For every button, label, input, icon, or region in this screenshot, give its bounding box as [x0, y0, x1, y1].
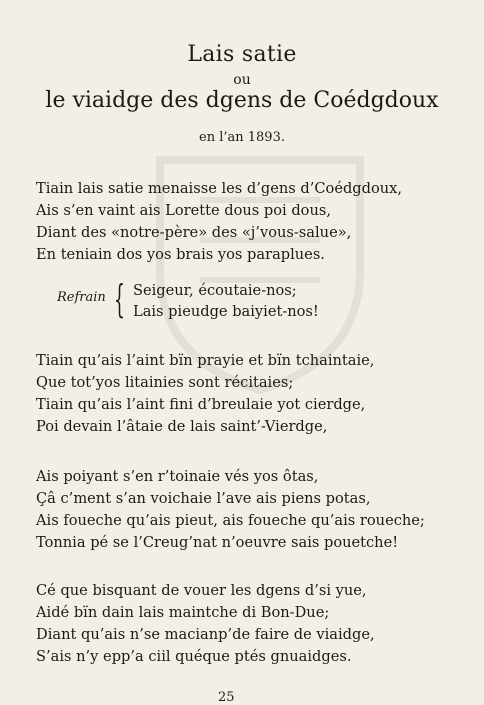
refrain-line: Lais pieudge baiyiet-nos!	[133, 303, 319, 320]
refrain-label: Refrain	[57, 290, 106, 305]
stanza-1	[36, 178, 466, 266]
verse-line: Que tot’yos litainies sont récitaies;	[36, 374, 294, 391]
verse-line: Tonnia pé se l’Creug’nat n’oeuvre sais pouetche!	[36, 534, 399, 551]
refrain-brace: {	[114, 277, 125, 321]
page-number: 25	[218, 690, 235, 705]
verse-line: En teniain dos yos brais yos paraplues.	[36, 246, 325, 263]
refrain-block	[57, 277, 397, 322]
verse-line: Diant des «notre-père» des «j’vous-salue»,	[36, 224, 352, 241]
verse-line: Cé que bisquant de vouer les dgens d’si yue,	[36, 582, 367, 599]
title-conjunction: ou	[233, 72, 251, 88]
verse-line: Diant qu’ais n’se macianp’de faire de viaidge,	[36, 626, 375, 643]
verse-line: Ais poiyant s’en r’toinaie vés yos ôtas,	[36, 468, 319, 485]
verse-line: Aidé bïn dain lais maintche di Bon-Due;	[36, 604, 330, 621]
verse-line: S’ais n’y epp’a ciil quéque ptés gnuaidges.	[36, 648, 352, 665]
refrain-line: Seigeur, écoutaie-nos;	[133, 282, 297, 299]
refrain-lines	[133, 280, 319, 322]
verse-line: Ais foueche qu’ais pieut, ais foueche qu’ais roueche;	[36, 512, 425, 529]
stanza-4	[36, 580, 466, 668]
stanza-2	[36, 350, 466, 438]
verse-line: Poi devain l’âtaie de lais saint’-Vierdge,	[36, 418, 328, 435]
verse-line: Tiain qu’ais l’aint fini d’breulaie yot cierdge,	[36, 396, 366, 413]
stanza-3	[36, 466, 466, 554]
verse-line: Tiain lais satie menaisse les d’gens d’Coédgdoux,	[36, 180, 403, 197]
poem-date: en l’an 1893.	[199, 130, 285, 145]
verse-line: Ais s’en vaint ais Lorette dous poi dous,	[36, 202, 331, 219]
verse-line: Tiain qu’ais l’aint bïn prayie et bïn tchaintaie,	[36, 352, 375, 369]
poem-title: Lais satie	[187, 42, 297, 67]
verse-line: Çâ c’ment s’an voichaie l’ave ais piens potas,	[36, 490, 371, 507]
poem-subtitle: le viaidge des dgens de Coédgdoux	[45, 88, 439, 113]
